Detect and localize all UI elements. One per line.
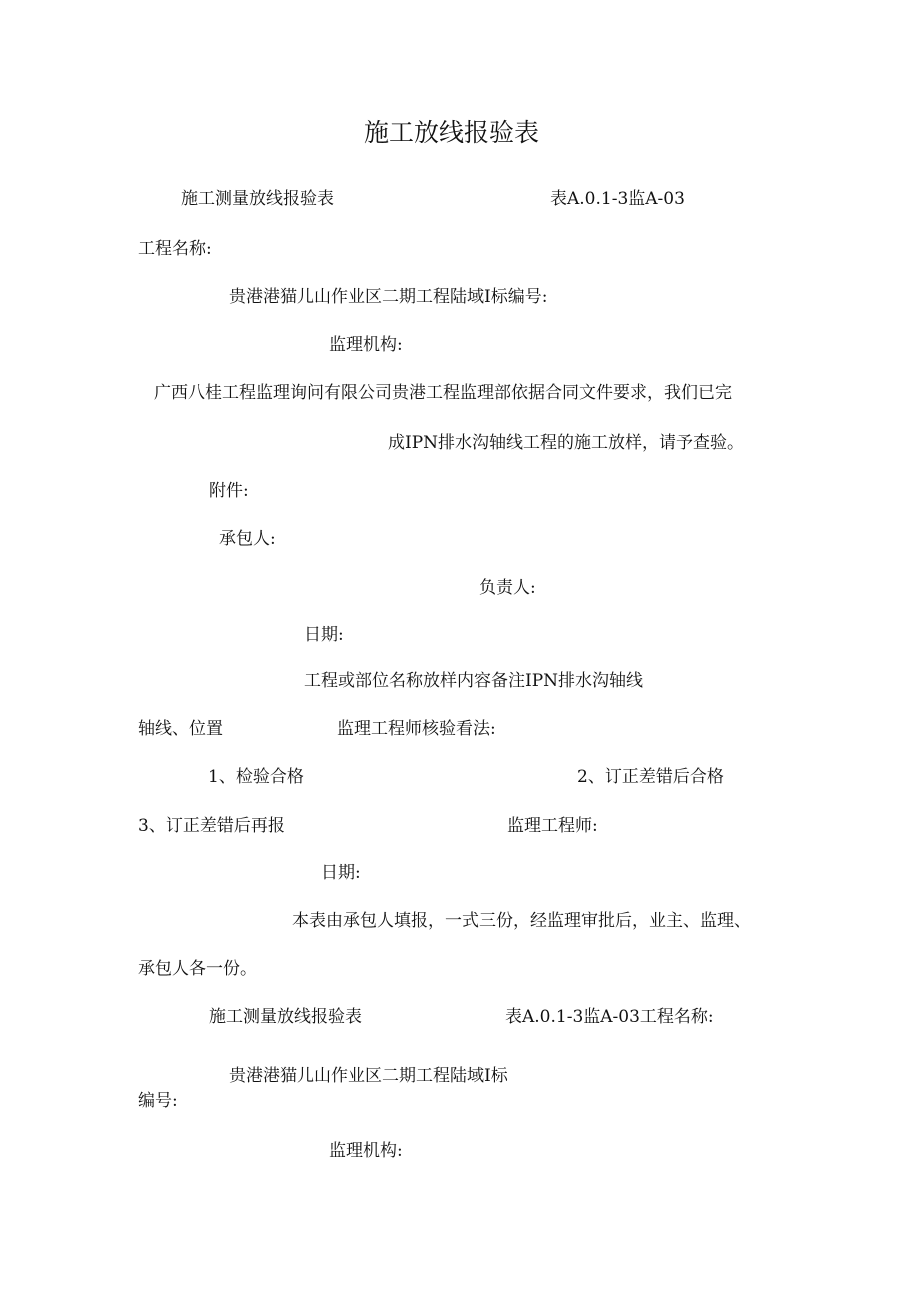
body-text-line-2: 成IPN排水沟轴线工程的施工放样，请予查验。: [388, 433, 745, 453]
form-name: 施工测量放线报验表: [181, 189, 334, 209]
option-correct-resubmit: 3、订正差错后再报: [138, 816, 285, 836]
page-title: 施工放线报验表: [364, 118, 540, 147]
form2-code-and-name: 表A.0.1-3监A-03工程名称:: [505, 1007, 714, 1027]
project-name-label: 工程名称:: [138, 239, 212, 259]
supervisor-org-label: 监理机构:: [329, 335, 403, 355]
project-name-value: 贵港港猫儿山作业区二期工程陆域Ⅰ标编号:: [229, 287, 548, 307]
form2-number-label: 编号:: [138, 1091, 178, 1111]
date-label: 日期:: [304, 625, 344, 645]
engineer-label: 监理工程师:: [507, 816, 598, 836]
note-line-2: 承包人各一份。: [138, 959, 257, 979]
contractor-label: 承包人:: [219, 529, 276, 549]
form2-supervisor-org-label: 监理机构:: [329, 1141, 403, 1161]
attachment-label: 附件:: [209, 481, 249, 501]
engineer-opinion-label: 监理工程师核验看法:: [337, 719, 496, 739]
date-label-2: 日期:: [321, 863, 361, 883]
note-line-1: 本表由承包人填报，一式三份，经监理审批后，业主、监理、: [292, 911, 751, 931]
form-code: 表A.0.1-3监A-03: [550, 189, 685, 209]
responsible-label: 负责人:: [479, 578, 536, 598]
table-header: 工程或部位名称放样内容备注IPN排水沟轴线: [304, 671, 644, 691]
form2-name: 施工测量放线报验表: [209, 1007, 362, 1027]
axis-position-label: 轴线、位置: [138, 719, 223, 739]
option-pass: 1、检验合格: [208, 767, 304, 787]
body-text-line-1: 广西八桂工程监理询问有限公司贵港工程监理部依据合同文件要求，我们已完: [154, 383, 732, 403]
option-correct-pass: 2、订正差错后合格: [577, 767, 724, 787]
form2-project-name-value: 贵港港猫儿山作业区二期工程陆域Ⅰ标: [229, 1066, 508, 1086]
